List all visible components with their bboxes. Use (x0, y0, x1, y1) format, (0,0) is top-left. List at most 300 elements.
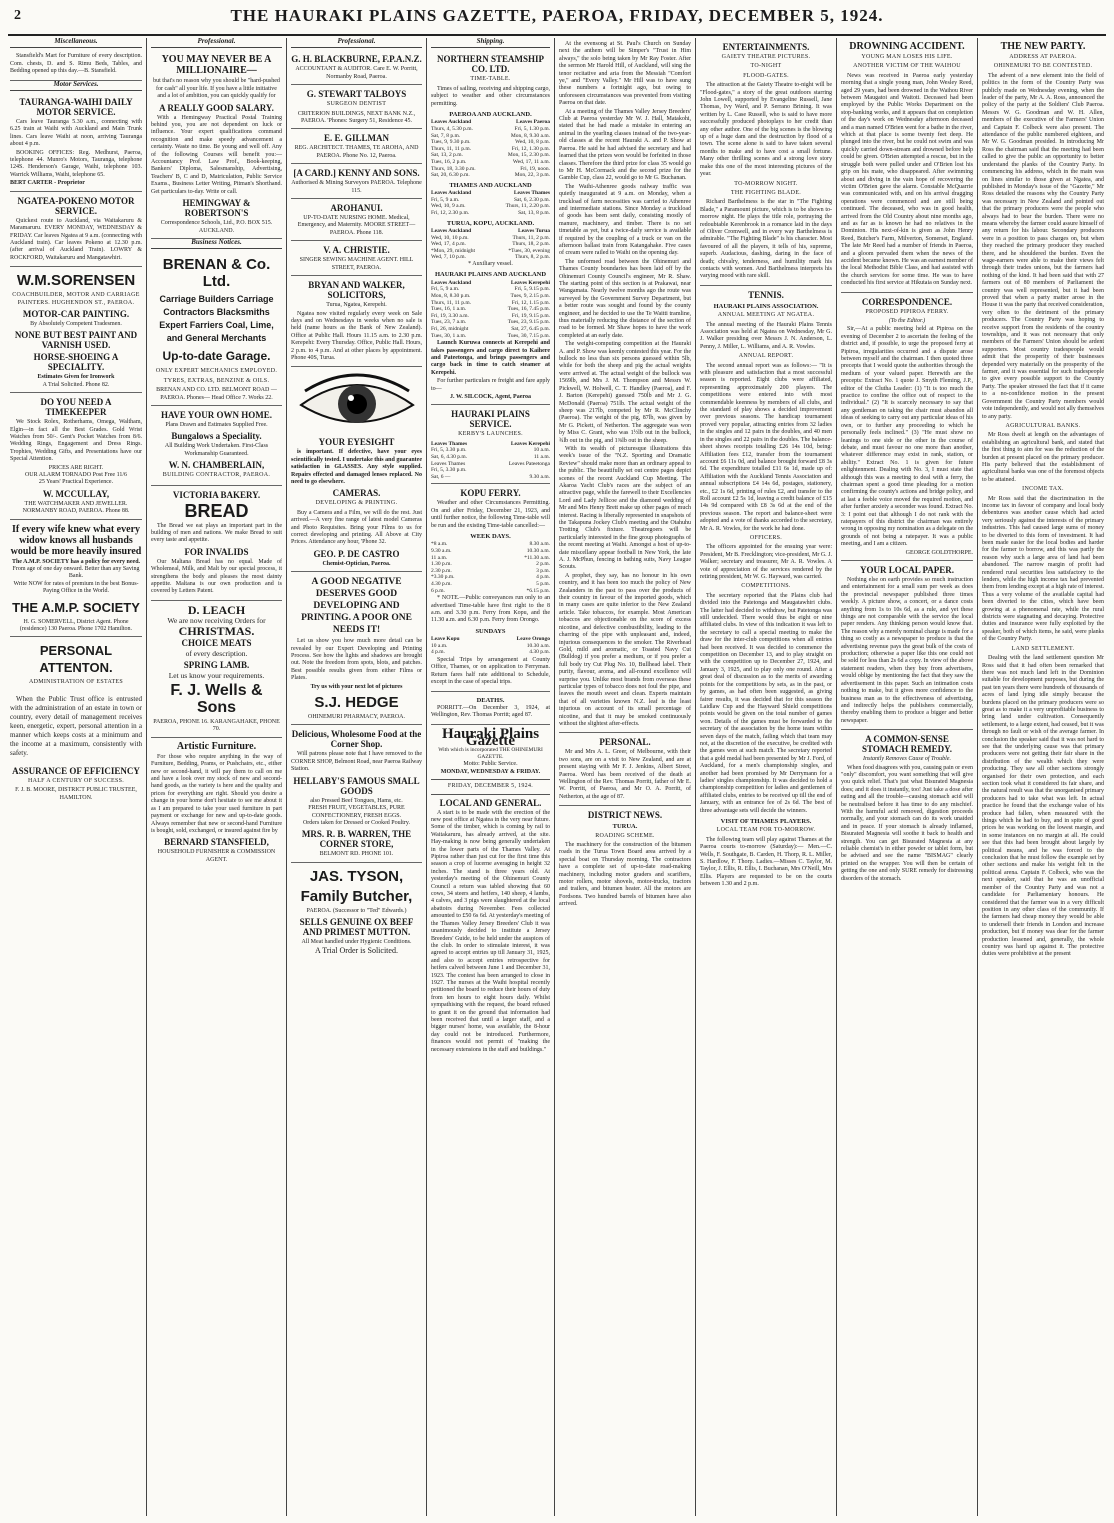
ad-text: Correspondence Schools, Ltd., P.O. BOX 515. AUCKLAND. (160, 220, 273, 234)
column-5 (554, 38, 695, 1516)
timetable-cell: 10.30 a.m. (526, 642, 550, 649)
ad-mccullay (10, 393, 142, 519)
article-text: The attraction at the Gaiety Theatre to-night will be "Flood-gates," a story of the great outdoors starring John Lowell, supported by Evangeline Russell, Jane Thomas, Ivy Ward, and P. Serrano Brining. It was written by L. Case Russell, who is said to have more successfully produced photoplays to her credit than any other author. One of the big scenes is the blowing up of a huge dam and the destruction by flood of a town. The scene alone is said to have taken several months to make and to have cost a small fortune. Many other thrilling scenes and a strong love story make this one of the most interesting pictures of the year. (700, 82, 832, 178)
ad-heading: Delicious, Wholesome Food at the Corner Shop. (291, 729, 422, 750)
timetable-header (431, 441, 550, 448)
timetable-note: Launch Kuruwa connects at Kerepehi and takes passengers and cargo direct to Kaihere and Pateetonga, and brings passengers and cargo back in time to catch steamer at Kerepehi. (431, 340, 550, 376)
timetable-cell: Mon, 22, 3 p.m. (514, 172, 550, 179)
shipping-heading: NORTHERN STEAMSHIP CO. LTD. (437, 54, 544, 75)
timetable-cell: 2.30 p.m. (431, 567, 452, 574)
timetable-row (431, 133, 550, 140)
route-heading: PAEROA AND AUCKLAND. (449, 111, 532, 119)
timetable-row (431, 326, 550, 333)
ad-text: HOUSEHOLD FURNISHER & COMMISSION AGENT. (157, 849, 276, 863)
agent-name: J. W. SILCOCK, Agent, Paeroa (450, 393, 531, 400)
timetable-note: * NOTE.—Public conveyances run only to an advertised Time-table have first right to the 8 a.m. and 3.30 p.m. Ferry from Kopu, and the 11.30 a.m. and 6.30 p.m. Ferry from Orongo. (431, 595, 550, 624)
ad-ngatea-pokeno (10, 192, 142, 267)
ad-text: All Meat handled under Hygienic Conditions. (301, 939, 412, 946)
timetable-cell: Wed, 10, 9 a.m. (431, 203, 466, 210)
card-text: Ngatea now visited regularly every week on Sale days and on Wednesdays in weeks when no sale is held (name hours as the Bank of New Zealand). Office at Public Hall. Hours 11.15 a.m. to 2.30 p.m. Kerepehi: Every Thursday. Office, Public Hall. Hours, 2 p.m. to 4 p.m. And at other places by appointment. Phone 40S, Turua. (291, 310, 422, 361)
ad-heading: YOU MAY NEVER BE A MILLIONAIRE— (161, 54, 272, 77)
section-label: Motor Services. (10, 81, 142, 91)
ad-stansfield-mart (10, 50, 142, 80)
article-subheading: (To the Editor.) (888, 318, 926, 324)
article-subheading: TO-MORROW NIGHT. (734, 180, 798, 187)
ad-text: Plans Drawn and Estimates Supplied Free. (165, 421, 268, 428)
ad-text: BRENAN AND CO. LTD. BELMONT ROAD — PAEROA. Phones— Head Office 7. Works 22. (156, 387, 277, 401)
ad-heading: W. N. CHAMBERLAIN, (168, 460, 265, 471)
page-number: 2 (14, 8, 22, 23)
ad-heading: DO YOU NEED A TIMEKEEPER (40, 397, 112, 418)
timetable-cell: Fri, 19, 9.15 p.m. (511, 312, 550, 319)
card-heading: AROHANUI. (330, 203, 383, 214)
column-7 (836, 38, 977, 1516)
timetable-header (431, 119, 550, 126)
timetable-cell: 4 p.m. (536, 574, 550, 581)
timetable-row (431, 146, 550, 153)
timetable-cell: Sat, 6 — (431, 473, 451, 480)
timetable-head-cell: Leaves Auckland (431, 119, 472, 126)
ad-chamberlain (151, 406, 282, 486)
ad-heading: W.M.SORENSEN (16, 272, 136, 290)
article-subheading: ANNUAL REPORT. (738, 353, 794, 360)
timetable-cell: 6 p.m. (431, 587, 445, 594)
ad-heading: If every wife knew what every widow knows all husbands would be more heavily insured (10, 523, 142, 557)
masthead-rule (8, 34, 1106, 36)
ad-text: Carriage Builders Carriage Contractors Blacksmiths Expert Farriers Coal, Lime, and General Merchants (159, 294, 274, 344)
article-text: Nothing else on earth provides so much instruction and entertainment for a small sum per week as does the provincial newspaper published three times weekly. A picture show, a concert, or a dance costs anything from 1s to 10s 6d, as a rule, and yet these things are not comparable with the service the local paper renders. Any thinking person would know that. The reason why a merely nominal charge is made for a thing so costly as a newspaper to produce is that the advertising revenue pays the great bulk of the costs of production; otherwise a paper like this one could not be sold for less than 2s 6d a copy. In view of the above statement readers, when they buy from advertisers, would oblige by mentioning the fact that they saw the advertisement in this paper. Such an intimation costs nothing to make, but it gives more confidence to the business man as to the effectiveness of advertising, and indirectly helps the publishers commercially, thereby enabling them to produce a bigger and better newspaper. (841, 577, 973, 724)
timetable-cell: Tues, 9, 9.30 p.m. (431, 139, 471, 146)
ad-text: PAEROA, PHONE 16. KARANGAHAKE, PHONE 70. (153, 719, 280, 733)
timetable-cell: 2 p.m. (536, 561, 550, 568)
timetable-row (431, 197, 550, 204)
timetable-cell: *Mon, 29, midnight (431, 247, 476, 254)
ad-heading: D. LEACH (187, 602, 246, 617)
timetable-row (431, 210, 550, 217)
ad-heading: GEO. P. DE CASTRO (313, 548, 400, 559)
article-subheading: ROADING SCHEME. (595, 832, 655, 839)
card-gillman (291, 129, 422, 164)
timetable-cell: Thurs, 4, 5.30 p.m. (431, 126, 473, 133)
editorial-masthead (431, 725, 550, 1058)
ad-text: Estimates Given for Ironwork (37, 374, 115, 381)
card-heading: E. E. GILLMAN (323, 133, 389, 144)
masthead (0, 6, 1114, 32)
ad-text: Cars leave Tauranga 5.30 a.m., connecting with 6.25 train at Waihi with Auckland and Main Trunk lines. Cars leave Waihi at noon, arriving Tauranga about 4 p.m. (10, 119, 142, 148)
timetable-head-cell: Leaves Auckland (431, 190, 472, 197)
stomach-remedy (841, 730, 973, 887)
ad-text: Let us know your requirements. (168, 670, 265, 680)
article-subheading: HAURAKI PLAINS ASSOCIATION. (713, 302, 819, 310)
timetable-cell: Tues, 30, 1 a.m. (431, 332, 467, 339)
ad-subheading: BUILDING CONTRACTOR, PAEROA. (162, 472, 271, 479)
shipping-subheading: KERBY'S LAUNCHES. (458, 431, 523, 438)
ad-heading: A REALLY GOOD SALARY. (159, 102, 274, 113)
article-text: The advent of a new element into the field of politics in the form of the Country Party was publicly made on Wednesday evening, when the leader of the party, Mr A. A. Ross, announced the policy of the party at the Soldiers' Club Paeroa. Messrs W. G. Goodman and W. H. Allen, members of the executive of the Farmers' Union and Captain F. Colbeck were also present. The attendance of the public numbered eighteen, and Mr W. G. Goodman presided. In introducing Mr Ross the chairman said that the meeting had been called to give the public an opportunity to better understand the planks of the Country Party. In commencing his address, which in the main was on lines similar to those given at Ngatea, and published in Monday's issue of the "Gazette," Mr Ross detailed the reasons why the Country Party was necessary in New Zealand and pointed out that the primary producers were the people who always had to bear the burden. There were no means whereby the farmer could assure himself of any return for his labour. Secondary producers were in a position to pass charges on, but when they reached the primary producer they reached there, and he shouldered the burden. Even the wage-earners were able to make their views felt through their trades unions, but the farmers had nothing of the kind. It had been said that with 27 farmers out of 80 members of Parliament the country was well represented, but it had been proved that when a party matter arose in the House it was the party that received consideration, very often to the detriment of the primary producers. The Country Party was hoping to receive support from the residents of the country townships, and it was not necessary that only members of the Farmers' Union should be ardent supporters. Most country tradespeople would admit that the prosperity of their businesses depended very materially on the prosperity of the farmer, and it was essential for such tradespeople to give every possible support to the Country Party. The speaker stressed the fact that if it came to a no-confidence motion in the present Government the Country Party members would vote independently, and would not ally themselves to any party. (982, 72, 1104, 420)
gazette-motto: Motto: Public Service. (463, 761, 518, 768)
card-heading: G. H. BLACKBURNE, F.P.A.N.Z. (291, 54, 422, 65)
timetable-cell: 10 a.m. (431, 642, 448, 649)
ad-proprietor: BERT CARTER - Proprietor (10, 180, 85, 187)
column-1 (6, 38, 146, 1516)
article-text: Richard Barthelmess is the star in "The Fighting Blade," a Paramount picture, which is to be shown to-morrow night. He plays the title role, portraying the redoubtable Kerenbrook in a romance laid in the days of Oliver Cromwell, and in every way Barthelmess is admirable. "The Fighting Blade" is his character. Most favoured of all the players, it tells of his, supreme, superb. Audacious, dashing, daring in the face of death; chivalry, tenderness, and humility mark his contacts with women. And Barthelmess interprets his varying mood with rare skill. (700, 199, 832, 280)
article-text: The weight-computing competition at the Hauraki A. and P. Show was keenly contested this year. For the bullock no less than six persons guessed within 5lb, while for both the sheep and pig the actual weights were arrived at. The actual weight of the bullock was 1569lb, and Mrs J. M. Thompson and Messrs W. Pickwell, W. Holwell, C. T. Handley (Paeroa), and F. J. Barton (Kerepehi) guessed 750lb and Mr J. G. McDonald (Paeroa) 751lb. The actual weight of the sheep was 217lb, competed by Mr R. McClinchy (Paeroa). The weight of the pig, 87lb, was given by Mr G. Pickett, of Netherton. The aggregate was won by Miss C. Grant, who was 1½lb out in the bullock, ¾lb out in the pig, and 1⅜lb out in the sheep. (559, 341, 691, 444)
route-heading: TURUA, KOPU, AUCKLAND. (446, 219, 535, 227)
ad-heading: HEMINGWAY & ROBERTSON'S (182, 198, 251, 219)
article-text: The annual meeting of the Hauraki Plains Tennis Association was held at Ngatea on Wednesday, Mr G. J. Walker presiding over Messrs J. N. Anderson, L. Penny, J. Miller, L. Williams, and A. R. Vowles. (700, 321, 832, 350)
ad-text: From age of one day onward. Better than any Saving Bank. (12, 566, 140, 580)
gazette-date: FRIDAY, DECEMBER 5, 1924. (447, 783, 534, 790)
card-heading: G. STEWART TALBOYS (306, 89, 407, 100)
timetable-head-cell: Leave Orongo (516, 636, 550, 643)
ad-text: For those who require anything in the way of Furniture, Bedding, Prams, or Pushchairs, etc., either new or second-hand, it will pay them to call on me and have a look over my stock of new and second-hand goods, as the variety is here and the quality and prices for everything are right. Should you desire a change in your home don't hesitate to see me about it as I am prepared to take your used furniture in part payment or exchange for new and up-to-date goods. Always remember that new or second-hand Furniture is bought, sold, exchanged, or insured against fire by (151, 753, 282, 834)
ad-text: of every description. (185, 649, 248, 659)
new-party (982, 38, 1104, 963)
article-subheading: ANNUAL MEETING AT NGATEA. (717, 312, 815, 319)
timetable-cell: Thurs, 8, 2 p.m. (515, 254, 550, 261)
timetable-cell: *6.15 p.m. (526, 587, 550, 594)
ad-heading: F. J. Wells & Sons (170, 682, 263, 717)
ad-text: The A.M.P. SOCIETY has a policy for every need. (11, 558, 141, 565)
timetable-row (431, 649, 550, 656)
ad-heading: Family Butcher, (300, 887, 413, 905)
timetable-kerby (431, 447, 550, 480)
timetable-cell: Tues, 23, 7 a.m. (431, 319, 467, 326)
card-blackburne (291, 50, 422, 85)
timetable-row (431, 568, 550, 575)
ad-text: also Pressed Beef Tongues, Hams, etc. (310, 797, 403, 804)
card-text: CRITERION BUILDINGS, NEXT BANK N.Z., PAEROA. 'Phones: Surgery 51, Residence 45. (297, 110, 416, 125)
timetable-row (431, 313, 550, 320)
article-text: The officers appointed for the ensuing year were: President, Mr B. Frecklington; vice-president, Mr G. J. Walker; secretary and treasurer, Mr A. R. Vowles. A vote of appreciation of the services rendered by the retiring president, Mr W. G. Hayward, was carried. (700, 544, 832, 580)
timetable-cell: Tues, 30, 7.15 p.m. (507, 332, 550, 339)
timetable-cell: 8.30 a.m. (529, 541, 550, 548)
timetable-row (431, 574, 550, 581)
article-text: The Waihi-Athenree goods railway traffic was quietly inaugurated at 9 a.m. on Monday, when a truckload of farm necessities was carried to Athenree and intermediate stations. Since Monday a truckload of goods has been sent daily, consisting mostly of manure, machinery, and timber. There is no set timetable as yet, but a twice-daily service is available if required by the coupling of a truck or van on the afternoon ballast train from Katangahake. Five cases of cream were railed to Waihi on the opening day. (559, 183, 691, 257)
article-text: The following team will play against Thames at the Paeroa courts to-morrow (Saturday):— Men.—C. Wells, F. Southgate, B. Carden, H. Thorp, R. L. Miller, S. Hardlow, F. Thorp. Ladies.—Misses C. Taylor, M. Taylor, J. Ellis, R. Ellis, I. Buchanan, Mrs O'Neill, Mrs Ellis. Players are requested to be on the courts between 1.30 and 2 p.m. (700, 836, 832, 888)
timetable-row (431, 548, 550, 555)
deaths-text: PORRITT.—On December 3, 1924, at Wellington, Rev. Thomas Porritt; aged 87. (431, 704, 550, 719)
shipping-note: Times of sailing, receiving and shipping cargo, subject to weather and other circumstances permitting. (431, 85, 550, 107)
ad-heading: CHOICE MEATS (181, 638, 252, 649)
article-heading: YOUR LOCAL PAPER. (859, 565, 955, 575)
timetable-cell: 11 a.m. (431, 554, 448, 561)
ad-heading: Up-to-date Garage. (162, 349, 271, 364)
ad-text: BOOKING OFFICES: Reg. Medhurst, Paeroa, telephone 44. Munro's Motors, Tauranga, telephone 124S. Henderson's Garage, Waihi, telephone 103. Warrick Williams, Waihi, telephone 65. (10, 149, 142, 178)
article-heading: TENNIS. (748, 289, 784, 300)
timetable-row (431, 447, 550, 454)
timetable-turua (431, 235, 550, 261)
timetable-cell: Fri, 19, noon. (520, 165, 550, 172)
timetable-cell: Thurs, 11, 2 p.m. (512, 234, 550, 241)
ad-text: 25 Years' Practical Experience. (38, 479, 114, 486)
ad-subheading: HALF A CENTURY OF SUCCESS. (27, 777, 125, 784)
article-subheading: ADDRESS AT PAEROA. (1009, 54, 1077, 60)
ad-text: With a Hemingway Practical Postal Training behind you, you are not dependent on luck or influence. Your expert qualifications command recognition and make speedy advancement a certainty. Waste no time. Be young and well off. Any of the following Courses will benefit you:— Accountancy Prof. Law Prof., Book-keeping, Bankers' Diploma, Salesmanship, Advertising, Teachers' B, C and D, Matriculation, Public Service Exams., Business Letter Writing, Pitman's Shorthand. Get particulars to-day. Write or call. (151, 114, 282, 195)
timetable-cell: *8 a.m. (431, 541, 448, 548)
ad-subheading: ONLY EXPERT MECHANICS EMPLOYED. (155, 368, 278, 375)
ad-heading: BERNARD STANSFIELD, (164, 837, 269, 848)
article-subheading: ANOTHER VICTIM OF THE WAIHOU (853, 63, 961, 70)
ad-text: We Stock Rolex, Rotherhams, Omega, Waltham, Elgin—in fact all the Best Grades. Gold Wrist Watches from 50/-. Gent's Pocket Watches from 8/6. Wedding Rings, Engagement and Dress Rings. Trophies, Wedding Gifts, and Presentations have our Special Attention. (10, 419, 142, 463)
timetable-cell: 10.30 a.m. (526, 547, 550, 554)
timetable-row (431, 454, 550, 461)
ad-heading: VICTORIA BAKERY. (172, 489, 261, 500)
ad-heading: W. MCCULLAY, (42, 488, 110, 499)
article-subheading: AGRICULTURAL BANKS. (1005, 422, 1081, 429)
timetable-head-cell: Leaves Kerepehi (510, 279, 550, 286)
ad-heading: Bungalows a Speciality. (171, 431, 262, 442)
ad-heading: SPRING LAMB. (183, 659, 250, 670)
ad-text: Quickest route to Auckland, via Waitakaruru & Maramaruru. EVERY MONDAY, WEDNESDAY & FRIDAY. Car leaves Ngatea at 9 a.m. (connecting with Auckland train). Car leaves Pokeno at 12.30 p.m. (after arrival of Auckland Train). LOWRY & ROCKFORD, Waitakaruru and Mangatawhiri. (10, 217, 142, 261)
article-text: The machinery for the construction of the bitumen roads in the Turua Town Board area arrived by a special boat on Thursday morning. The contractors have a complete set of up-to-date road-making machinery, including motor graders and scarifiers, motor rollers, motor shovels, motor-trucks, tractors and trailers, and bitumen heater. All the motors are Fordsons. Two hundred barrels of bitumen have also arrived. (559, 842, 691, 908)
timetable-cell: Thurs, 11, 11 p.m. (431, 299, 472, 306)
article-text: At the evensong at St. Paul's Church on Sunday next the anthem will be Simper's "Trust in Him always," the solo being taken by Mr Ray Foster. After the sermon Mr Harold Hill, of Auckland, will sing the tenor recitative and aria from the Messiah "Comfort ye," and "Every Valley." Mr Hill was to have sung these numbers a fortnight ago, but owing to unforeseen circumstances was prevented from visiting Paeroa on that date. (559, 41, 691, 107)
timetable-cell: Sat, 13, 2 p.m. (431, 152, 463, 159)
timetable-head-cell: Leaves Auckland (431, 279, 472, 286)
timetable-row (431, 172, 550, 179)
article-subheading: FLOOD-GATES. (743, 72, 789, 79)
shipping-heading: HAURAKI PLAINS SERVICE. (451, 409, 530, 430)
timetable-cell: Fri, 12, 1.30 p.m. (511, 145, 550, 152)
timetable-cell: Mon, 8, 9.30 a.m. (510, 132, 550, 139)
ad-text: is important. If defective, have your eyes scientifically tested. I undertake this and guarantee satisfaction in GLASSES. Any style supplied. Repairs effected and damaged lenses replaced. No need to go elsewhere. (291, 449, 422, 485)
ad-heading: Artistic Furniture. (176, 740, 257, 752)
article-heading: DROWNING ACCIDENT. (849, 41, 965, 52)
timetable-cell: 4.30 p.m. (431, 580, 452, 587)
article-subheading: LOCAL TEAM FOR TO-MORROW. (716, 827, 816, 834)
ad-hedge (291, 572, 422, 725)
timetable-cell: Fri, 12, 2.30 p.m. (431, 209, 470, 216)
timetable-header (431, 280, 550, 287)
card-heading: [A CARD.] KENNY AND SONS. (293, 168, 420, 179)
timetable-row (431, 588, 550, 595)
timetable-head-cell: Leaves Paeroa (516, 119, 550, 126)
timetable-head-cell: Leaves Thames (431, 440, 468, 447)
article-text: The secretary reported that the Plains club had divided into the Patetonga and Maugatawhiri clubs. The latter had decided to withdraw, but Patetonga was still undecided. There would thus be eight or nine affiliated clubs. In view of this indication it was left to the secretary to call a special meeting to make the draw for the inter-club competitions when all entries had been received. It was decided to commence the competition on December 13, and to play straight on with the competition up to December 27, 1924, and January 3, 1925, and to play only one round. After a great deal of discussion as to the merits of awarding points for the competitions by sets, as in the past, or by games, as had often been suggested, as giving fairer results, it was decided that for this season the Laidlaw Cup and the Hayward Shield competitions points would be given on the total number of games won. Details of the games must be forwarded to the secretary of the association by the home team within seven days of the match, failing which that team may not, at the discretion of the executive, be credited with the games won at such match. The secretary reported that a gold medal had been presented by Mr J. Ford, of Auckland, for a men's championship singles, and another had been promised by Mr Derrymann for a ladies' singles championship. It was decided to hold a championship competition for ladies and gentlemen of affiliated clubs, entries to be received up till the end of January, with an entrance fee of 2s 6d. The best of three advantage sets will decide the winners. (700, 592, 832, 814)
section-label: Business Notices. (151, 239, 282, 249)
ad-subheading: ADMINISTRATION OF ESTATES (28, 679, 124, 686)
ad-bernard-stansfield (151, 738, 282, 867)
local-news-continued (559, 38, 691, 733)
timetable-cell: Wed, 17, 4 p.m. (431, 241, 466, 248)
ad-heading: S.J. HEDGE (314, 694, 399, 712)
article-subheading: COMPETITIONS. (741, 583, 791, 590)
ad-heading: SELLS GENUINE OX BEEF AND PRIMEST MUTTON. (299, 917, 414, 938)
timetable-row (431, 300, 550, 307)
deaths-notice (431, 692, 550, 725)
timetable-cell: Fri, 5, 3.30 p.m. (431, 447, 467, 454)
timetable-cell: Leaves Pateetonga (508, 460, 550, 467)
timetable-header (431, 228, 550, 235)
card-text: UP-TO-DATE NURSING HOME. Medical, Emergency, and Maternity. MOORE STREET—PAEROA. Phone 118. (297, 215, 416, 236)
ad-heading: BREAD (184, 500, 249, 521)
ad-heading: HORSE-SHOEING A SPECIALITY. (33, 352, 119, 373)
timetable-cell: Sat, 20, 6.30 p.m. (431, 172, 470, 179)
column-6 (695, 38, 836, 1516)
ad-heading: ASSURANCE OF EFFICIENCY (12, 765, 140, 776)
ad-subheading: COACHBUILDER, MOTOR AND CARRIAGE PAINTERS. HUGHENDON ST., PAEROA. (12, 292, 140, 306)
timetable-cell: Tues, 16, 2 p.m. (431, 159, 467, 165)
timetable-cell: 5 p.m. (536, 580, 550, 587)
article-text: News was received in Paeroa early yesterday morning that a single young man, John Wesley Reed, aged 29 years, had been drowned in the Waihou River between Maugatoi and Waitoti. Deceased had been employed by the Public Works Department on the stop-banking works, and it appears that on completion of the day's work on Wednesday afternoon deceased and a man named O'Brien went for a bathe in the river, which at that place is some twenty feet deep. He plunged into the river, but he could not swim and was quickly carried down-stream and drowned before help could be given. O'Brien attempted a rescue, but in the struggle both were pulled under and O'Brien lost his grip on his mate, who disappeared. After swimming about and diving in the vain hope of recovering the victim O'Brien gave the alarm. Constable McQuarrie was communicated with, and on his arrival dragging operations were commenced and are still being continued. The deceased, who was in good health, arrived from the Old Country about nine months ago, and as far as is known he had no relatives in the Dominion. His next-of-kin is given as John Henry Reed, Butcher's Farm, Milverton, Somerset, England. The late Mr Reed had a number of friends in Paeroa, and a gloom pervaded them when the news of the accident became known. He was an earnest member of the local Methodist Bible Class, and had assisted with the church services for some time. He was to have conducted his first service at Hikutaia on Sunday next. (841, 72, 973, 287)
ad-heading: BRENAN & Co. Ltd. (162, 256, 271, 291)
timetable-note: Special Trips by arrangement at County Office, Thames, or on application to Ferryman. Return fares half rate additional to Schedule, except in the case of special trips. (431, 656, 550, 686)
timetable-row (431, 254, 550, 261)
timetable-cell: Fri, 5, 9 a.m. (431, 286, 460, 293)
timetable-row (431, 319, 550, 326)
column-4 (426, 38, 554, 1516)
timetable-kopu (431, 541, 550, 594)
shipping-heading: KOPU FERRY. (460, 488, 521, 499)
divider (431, 779, 550, 780)
timetable-row (431, 241, 550, 248)
timetable-row (431, 581, 550, 588)
timetable-row (431, 159, 550, 166)
ad-heading: JAS. TYSON, (309, 867, 404, 885)
timetable-cell: Wed, 17, 11 a.m. (512, 159, 550, 165)
article-subheading: Instantly Removes Cause of Trouble. (863, 756, 951, 763)
timetable-thames-auckland (431, 197, 550, 217)
timetable-cell: Wed, 7, 10 p.m. (431, 254, 466, 261)
timetable-cell: Fri, 5, 1.30 p.m. (514, 126, 550, 133)
timetable-cell: Thurs, 11, 2.20 p.m. (505, 203, 550, 210)
ad-text: When the Public Trust office is entrusted with the administration of an estate in town or country, every detail of management receives keen, energetic, expert, personal attention in a manner which keeps costs at a minimum and the income at a maximum, consistently with safety. (10, 694, 142, 757)
route-heading: WEEK DAYS. (470, 532, 511, 540)
ad-text: We are now receiving Orders for (167, 615, 266, 625)
ad-heading: A GOOD NEGATIVE DESERVES GOOD DEVELOPING AND PRINTING. A POOR ONE NEEDS IT! (301, 577, 412, 636)
your-local-paper (841, 561, 973, 730)
ad-tauranga-waihi (10, 93, 142, 192)
ad-text: H. G. SOMERVELL, District Agent. Phone (residence) 130 Paeroa. Phone 1702 Hamilton. (19, 618, 133, 633)
ad-text: Write NOW for rates of premium in the best Bonus-Paying Office in the World. (13, 580, 139, 595)
timetable-row (431, 166, 550, 173)
timetable-cell: Mon, 8, 8.30 p.m. (431, 292, 471, 299)
article-subheading: YOUNG MAN LOSES HIS LIFE. (861, 54, 953, 60)
kerby-launches (431, 405, 550, 484)
ad-public-trust (10, 637, 142, 805)
article-subheading: TO-NIGHT (750, 63, 782, 70)
timetable-cell: 9.30 a.m. (529, 473, 550, 480)
ad-text: OUR ALARM TORNADO Post Free 11/6 (24, 472, 128, 478)
ad-warren (291, 725, 422, 862)
eye-icon (297, 373, 417, 433)
timetable-cell: *3.30 p.m. (431, 574, 455, 581)
article-heading: ENTERTAINMENTS. (722, 42, 810, 52)
timetable-row (431, 126, 550, 133)
timetable-cell: 4 p.m. (431, 649, 445, 656)
timetable-sundays (431, 643, 550, 656)
ad-amp-society (10, 520, 142, 638)
timetable-cell: 9.30 a.m. (431, 547, 452, 554)
timetable-cell: Wed, 10, 8 p.m. (515, 139, 550, 146)
ad-heading: CHRISTMAS. (178, 624, 255, 639)
ad-text: A Trial Solicited. Phone 82. (42, 381, 110, 388)
article-heading: A COMMON-SENSE STOMACH REMEDY. (861, 734, 952, 755)
timetable-cell: Fri, 5, 9 a.m. (431, 196, 460, 203)
divider (431, 794, 550, 795)
timetable-row (431, 235, 550, 242)
timetable-row (431, 152, 550, 159)
ad-subheading: TYRES, EXTRAS, BENZINE & OILS. (163, 377, 270, 384)
district-news (559, 806, 691, 912)
timetable-row (431, 139, 550, 146)
card-bryan-walker (291, 276, 422, 367)
timetable-cell: Tues, 9, 2.15 p.m. (510, 292, 550, 299)
gazette-title: Hauraki Plains Gazette (441, 725, 540, 750)
ad-text: but that's no reason why you should be "hard-pushed for cash" all your life. If you have a little initiative and a lot of ambition, you can quickly qualify for (153, 78, 280, 100)
ad-text: By Absolutely Competent Tradesmen. (30, 320, 122, 327)
ad-subheading: DEVELOPING & PRINTING. (315, 500, 398, 507)
personal-section (559, 733, 691, 806)
gazette-days: MONDAY, WEDNESDAY & FRIDAY. (440, 768, 541, 775)
article-subheading: OFFICERS. (749, 534, 783, 541)
timetable-cell: Sat, 27, 6.45 p.m. (511, 325, 550, 332)
card-heading: BRYAN AND WALKER, SOLICITORS, (308, 280, 405, 301)
timetable-row (431, 461, 550, 468)
timetable-head-cell: Leaves Turua (518, 227, 550, 234)
timetable-row (431, 248, 550, 255)
card-arohanui (291, 199, 422, 241)
timetable-cell: Fri, 5, 3.30 p.m. (431, 467, 467, 474)
ad-tyson (291, 863, 422, 957)
card-text: REG. ARCHITECT. THAMES, TE AROHA, AND PAEROA. Phone No. 12, Paeroa. (294, 145, 419, 159)
article-heading: CORRESPONDENCE. (861, 296, 953, 307)
ad-text: Buy a Camera and a Film, we will do the rest. Just arrived.—A very fine range of latest model Cameras and Photo Requisites. Bring your Films to us for correct developing and printing. All Above at City Prices. Attendance any hour, 'Phone 32. (291, 509, 422, 546)
card-talboys (291, 85, 422, 129)
article-subheading: THE FIGHTING BLADE. (730, 189, 802, 196)
article-text: The second annual report was as follows:— "It is with pleasure and satisfaction that a most successful season is reported. Eight clubs were affiliated, representing approximately 200 players. The competitions were entered into with most commendable keenness by members of all clubs, and the standard of play shows a decided improvement over previous seasons. The handicap tournament proved very popular, attracting entries from 32 ladies in the singles and 12 pairs in the doubles, and 40 men in the singles and 22 pairs in the doubles. The balance-sheet shows receipts totalling £26 14s 10d, being: Affiliation fees £12, transfer from the tournament account £6 11s 0d, and balance brought forward £8 3s 6d. The expenditure totalled £11 6s 1d, made up of: Affiliation with the Auckland Tennis Association and annual subscriptions £4 14s 6d, postages, stationery, etc., £2 1s 6d, printing of rules £2, and transfer to the Roll account £2 5s 1d, leaving a credit balance of £15 14s 9d compared with £8 3s 6d at the end of the previous season. The report and balance-sheet were adopted and a vote of thanks accorded to the secretary, Mr A. R. Vowles, for the work he had done. (700, 362, 832, 532)
section-label: Shipping. (431, 38, 550, 48)
ad-brenan (151, 251, 282, 406)
timetable-paeroa-auckland (431, 126, 550, 179)
article-heading: PERSONAL. (599, 737, 651, 748)
column-3 (286, 38, 426, 1516)
ad-text: THE WATCHMAKER AND JEWELLER. NORMANBY ROAD, PAEROA. Phone 88. (22, 500, 130, 515)
card-kenny (291, 164, 422, 199)
timetable-cell: 1.30 p.m. (431, 561, 452, 568)
ad-heading: NONE BUT BEST PAINT AND VARNISH USED. (14, 330, 138, 351)
timetable-row (431, 203, 550, 210)
shipping-timetable (431, 50, 550, 405)
article-text: When food disagrees with you, causing pain or even "only" discomfort, you want something that will give you quick relief. That's just what Bisurated Magnesia does; and it does it instantly, too! Just take a dose after eating and all the trouble—causing stomach acid will be neutralised before it has time to do any mischief. With the harmful acid removed, digestion proceeds normally, and your stomach can do its work unaided and in peace. If your stomach is already inflamed, Bisurated Magnesia will soothe it back to health and strength. You can get Bisurated Magnesia at any reliable chemist's in either powder or tablet form, but be advised and see the name "BISMAG" clearly printed on the wrapper. You will then be certain of getting the one and only SURE remedy for distressing disorders of the stomach. (841, 764, 973, 882)
card-text: Turua, Ngatea, Kerepehi. (326, 302, 387, 309)
ad-text: F. J. B. MOORE, DISTRICT PUBLIC TRUSTEE, HAMILTON. (15, 787, 137, 801)
timetable-row (431, 561, 550, 568)
timetable-cell: *Tues, 30, evening (508, 247, 550, 254)
timetable-cell: Sat, 13, 8 p.m. (518, 209, 550, 216)
article-text: Dealing with the land settlement question Mr Ross said that it had often been remarked that there was not much land left in the Dominion suitable for development purposes, but during the past ten years there were hundreds of thousands of acres of land lying idle simply because the burdens placed on the primary producers were so great as to make it a very unprofitable business to bring land under cultivation. Consequently settlement, to a large extent, had ceased, but it was through no fault or wish of the average farmer. In conclusion the speaker said that it was not hard to see that the underlying cause was that primary producers were not getting their fair share in the distribution of the wealth which they were producing. They saw all other sections strongly organised for their own protection, and each section took what it considered its fair share, and the natural result was that the unorganised primary producers had to take what was left. In actual practice he found that the exchange value of his produce had fallen, when measured with the things which he had to buy, and in spite of good prices he was working on the lowest margin, and in some instances on no margin at all. He could see that this had been brought about largely by political means, and he was forced to the conclusion that he must follow the example set by other sections and make his weight felt in the political arena. Captain F. Colbeck, who was the next speaker, said that he was an unofficial member of the Country Party and was not a candidate for Parliamentary honours. He considered that the farmer was in a very difficult position in any other class of the community. If the farmers had cheap money they would be able to undersell their friends in London and increase production, but if money was dear for the farmer production lessened and, generally, the whole country was hard up against it. The protective duties were prohibitive at the present (982, 655, 1104, 958)
ad-text: Our Maltana Bread has no equal. Made of Wholemeal, Milk, and Malt by our special process, it strengthens the body and pleases the most dainty appetite. Maltana is our own production and is covered by Letters Patent. (151, 558, 282, 595)
timetable-row (431, 555, 550, 562)
timetable-cell: Thurs, 18, 2 p.m. (512, 241, 550, 248)
article-text: Mr and Mrs A. L. Greer, of Melbourne, with their two sons, are on a visit to New Zealand, and are at present staying with Mr F. J. Jenkins, Albert Street, Paeroa. Word has been received of the death at Wellington of the Rev. Thomas Porritt, father of Mr E. W. Porritt, of Paeroa, and Mr O. A. Porritt, of Netherton, at the age of 87. (559, 749, 691, 800)
timetable-row (431, 643, 550, 650)
timetable-cell: Tues, 16, 7.45 p.m. (507, 306, 550, 313)
timetable-head-cell: Leave Kopu (431, 636, 460, 643)
ad-text: Orders taken for Dressed or Cooked Poultry. (302, 819, 411, 826)
article-subheading: VISIT OF THAMES PLAYERS. (720, 818, 812, 825)
timetable-note: For further particulars re freight and fare apply to— (431, 378, 550, 392)
timetable-cell: Fri, 12, 1.15 p.m. (511, 299, 550, 306)
letter-signature: GEORGE GOLDTHORPE. (905, 549, 973, 556)
kopu-ferry (431, 484, 550, 691)
ad-heading: TAURANGA-WAIHI DAILY MOTOR SERVICE. (19, 97, 133, 118)
ad-heading: FOR INVALIDS (184, 546, 249, 557)
card-text: SINGER SEWING MACHINE AGENT. HILL STREET, PAEROA. (299, 257, 414, 271)
ad-text: Chemist-Optician, Paeroa. (322, 560, 391, 567)
timetable-header (431, 190, 550, 197)
